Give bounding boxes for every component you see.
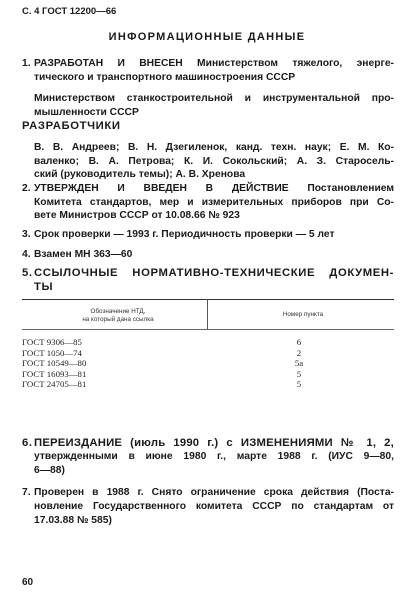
section-4-number: 4.: [22, 249, 31, 260]
table-cell-doc: ГОСТ 10549—80: [22, 358, 87, 368]
page-number: 60: [22, 577, 34, 588]
table-header-rule: [22, 329, 394, 330]
page-title: ИНФОРМАЦИОННЫЕ ДАННЫЕ: [108, 31, 306, 43]
section-7-number: 7.: [22, 487, 31, 498]
section-1-co-developer: [34, 92, 394, 119]
table-row: [22, 337, 394, 348]
table-row: [22, 358, 394, 369]
section-2: [22, 182, 394, 223]
section-1: [22, 57, 394, 85]
section-3-text: Срок проверки — 1993 г. Периодичность проверки — 5 лет: [34, 229, 335, 240]
table-cell-doc: ГОСТ 24705—81: [22, 379, 87, 389]
table-header-document: Обозначение НТД, на который дана ссылка: [82, 308, 154, 323]
page-header: С. 4 ГОСТ 12200—66: [22, 6, 117, 17]
section-3: [22, 228, 394, 242]
table-row: [22, 369, 394, 380]
table-top-rule: [22, 299, 394, 300]
section-2-line-2: Комитета стандартов, мер и измерительных приборов при Со-: [34, 196, 394, 208]
section-5-number: 5.: [22, 267, 33, 279]
developers-line-2: валенко; В. А. Петрова; К. И. Сокольский; А. З. Старосель-: [34, 155, 394, 167]
table-header-item: Номер пункта: [282, 311, 324, 318]
section-2-number: 2.: [22, 183, 31, 194]
section-6-line-2: утвержденными в июне 1980 г., марте 1988 г. (ИУС 9—80,: [34, 451, 394, 462]
table-body: [22, 337, 394, 390]
table-cell-doc: ГОСТ 9306—85: [22, 337, 82, 347]
table-cell-doc: ГОСТ 1050—74: [22, 347, 82, 358]
section-6-number: 6.: [22, 437, 33, 449]
section-2-line-1: УТВЕРЖДЕН И ВВЕДЕН В ДЕЙСТВИЕ Постановлением: [34, 183, 394, 194]
section-1-sub-line-2: мышленности СССР: [34, 106, 139, 118]
table-cell-item: 6: [296, 337, 302, 347]
section-1-sub-line-1: Министерством станкостроительной и инструментальной про-: [34, 93, 394, 104]
table-cell-item: 2: [296, 347, 302, 358]
table-cell-item: 5а: [294, 358, 304, 368]
section-5-line-2: ТЫ: [34, 281, 54, 293]
table-header-divider: [207, 299, 208, 329]
section-3-number: 3.: [22, 229, 31, 240]
developers-line-3: ский (руководитель темы); А. В. Хренова: [34, 169, 246, 180]
section-7-line-3: 17.03.88 № 585): [34, 515, 112, 526]
developers-list: [34, 141, 394, 182]
section-7: [22, 486, 394, 528]
section-6-line-1: ПЕРЕИЗДАНИЕ (июль 1990 г.) с ИЗМЕНЕНИЯМИ № 1, 2,: [34, 437, 394, 449]
reference-table: [22, 299, 394, 391]
developers-heading: РАЗРАБОТЧИКИ: [22, 120, 121, 132]
section-7-line-1: Проверен в 1988 г. Снято ограничение срока действия (Поста-: [34, 487, 394, 498]
section-5-line-1: ССЫЛОЧНЫЕ НОРМАТИВНО-ТЕХНИЧЕСКИЕ ДОКУМЕН-: [34, 267, 394, 279]
section-4: [22, 248, 394, 262]
table-cell-item: 5: [296, 379, 302, 389]
section-1-line-2: тического и транспортного машиностроения СССР: [34, 71, 296, 83]
section-7-line-2: новление Государственного комитета СССР по стандартам от: [34, 501, 394, 512]
section-5: [22, 266, 394, 296]
section-6: [22, 436, 394, 478]
table-row: [22, 379, 394, 390]
section-1-line-1: РАЗРАБОТАН И ВНЕСЕН Министерством тяжелого, энерге-: [34, 58, 394, 69]
section-4-text: Взамен МН 363—60: [34, 249, 133, 260]
table-cell-item: 5: [296, 368, 302, 379]
section-6-line-3: 6—88): [34, 465, 65, 476]
table-row: [22, 348, 394, 359]
section-1-number: 1.: [22, 58, 31, 69]
section-2-line-3: вете Министров СССР от 10.08.66 № 923: [34, 210, 240, 221]
developers-line-1: В. В. Андреев; В. Н. Дзегиленок, канд. техн. наук; Е. М. Ко-: [34, 142, 394, 153]
table-cell-doc: ГОСТ 16093—81: [22, 368, 87, 379]
